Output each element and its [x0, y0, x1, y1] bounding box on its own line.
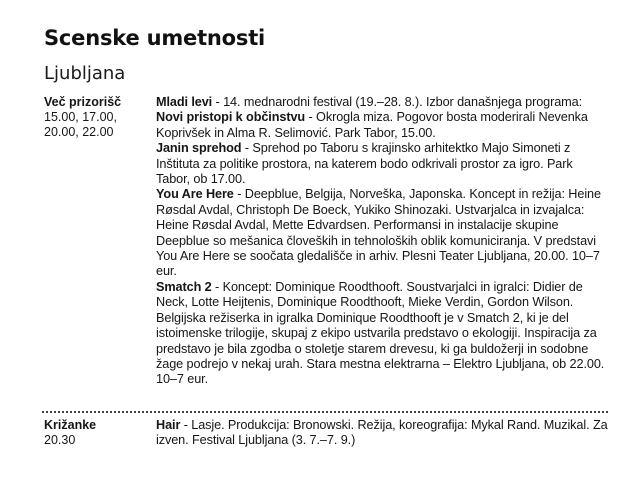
venue-name: Več prizorišč — [44, 95, 122, 109]
venue-listings — [156, 418, 608, 449]
dotted-divider — [42, 411, 608, 413]
city-title: Ljubljana — [44, 63, 126, 84]
event-entry — [156, 141, 608, 187]
event-entry — [156, 418, 608, 449]
event-entry — [156, 280, 608, 388]
event-description: - Lasje. Produkcija: Bronowski. Režija, koreografija: Mykal Rand. Muzikal. Za izven. Festival Ljubljana (3. 7.–7. 9.) — [156, 418, 608, 448]
event-entry — [156, 110, 608, 141]
venue-block — [44, 418, 148, 448]
event-entry — [156, 187, 608, 279]
venue-times: 20.00, 22.00 — [44, 125, 114, 139]
event-description: - Sprehod po Taboru s krajinsko arhitektko Majo Simoneti z Inštituta za politike prostora, na katerem bodo odkrivali prostor za igro. Park Tabor, ob 17.00. — [156, 141, 573, 187]
event-title: Smatch 2 — [156, 279, 212, 294]
event-title: Janin sprehod — [156, 141, 242, 156]
event-description: - Koncept: Dominique Roodthooft. Soustvarjalci in igralci: Didier de Neck, Lotte Heijtenis, Dominique Roodthooft, Mieke Verdin, Gordon Wilson. Belgijska režiserka in igralka Dominique Roodthooft je v Smatch 2, ki je del istoimenske trilogije, skupaj z ekipo ustvarila predstavo o ekologiji. Inspiracija za predstavo je bila zgodba o stoletje starem drevesu, ki ga buldožerji in sodobne žage podrejo v nekaj urah. Stara mestna elektrarna – Elektro Ljubljana, ob 22.00. 10–7 eur. — [156, 279, 605, 387]
venue-block — [44, 95, 148, 140]
event-description: - Okrogla miza. Pogovor bosta moderirali Nevenka Koprivšek in Alma R. Selimović. Park Tabor, 15.00. — [156, 110, 588, 140]
event-title: You Are Here — [156, 187, 234, 202]
event-description: - Deepblue, Belgija, Norveška, Japonska. Koncept in režija: Heine Røsdal Avdal, Christoph De Boeck, Yukiko Shinozaki. Ustvarjalca in izvajalca: Heine Røsdal Avdal, Mette Edvardsen. Performansi in instalacije skupine Deepblue so mešanica človeških in tehnoloških oblik komuniciranja. V predstavi You Are Here se soočata gledališče in arhiv. Plesni Teater Ljubljana, 20.00. 10–7 eur. — [156, 187, 601, 279]
section-title: Scenske umetnosti — [44, 26, 266, 50]
venue-times: 20.30 — [44, 433, 76, 447]
event-title: Mladi levi — [156, 95, 213, 109]
venue-times: 15.00, 17.00, — [44, 110, 117, 124]
event-title: Hair — [156, 418, 181, 432]
event-entry — [156, 95, 608, 110]
event-title: Novi pristopi k občinstvu — [156, 110, 306, 125]
venue-listings — [156, 95, 608, 388]
venue-name: Križanke — [44, 418, 97, 432]
event-description: - 14. mednarodni festival (19.–28. 8.). Izbor današnjega programa: — [212, 95, 583, 109]
